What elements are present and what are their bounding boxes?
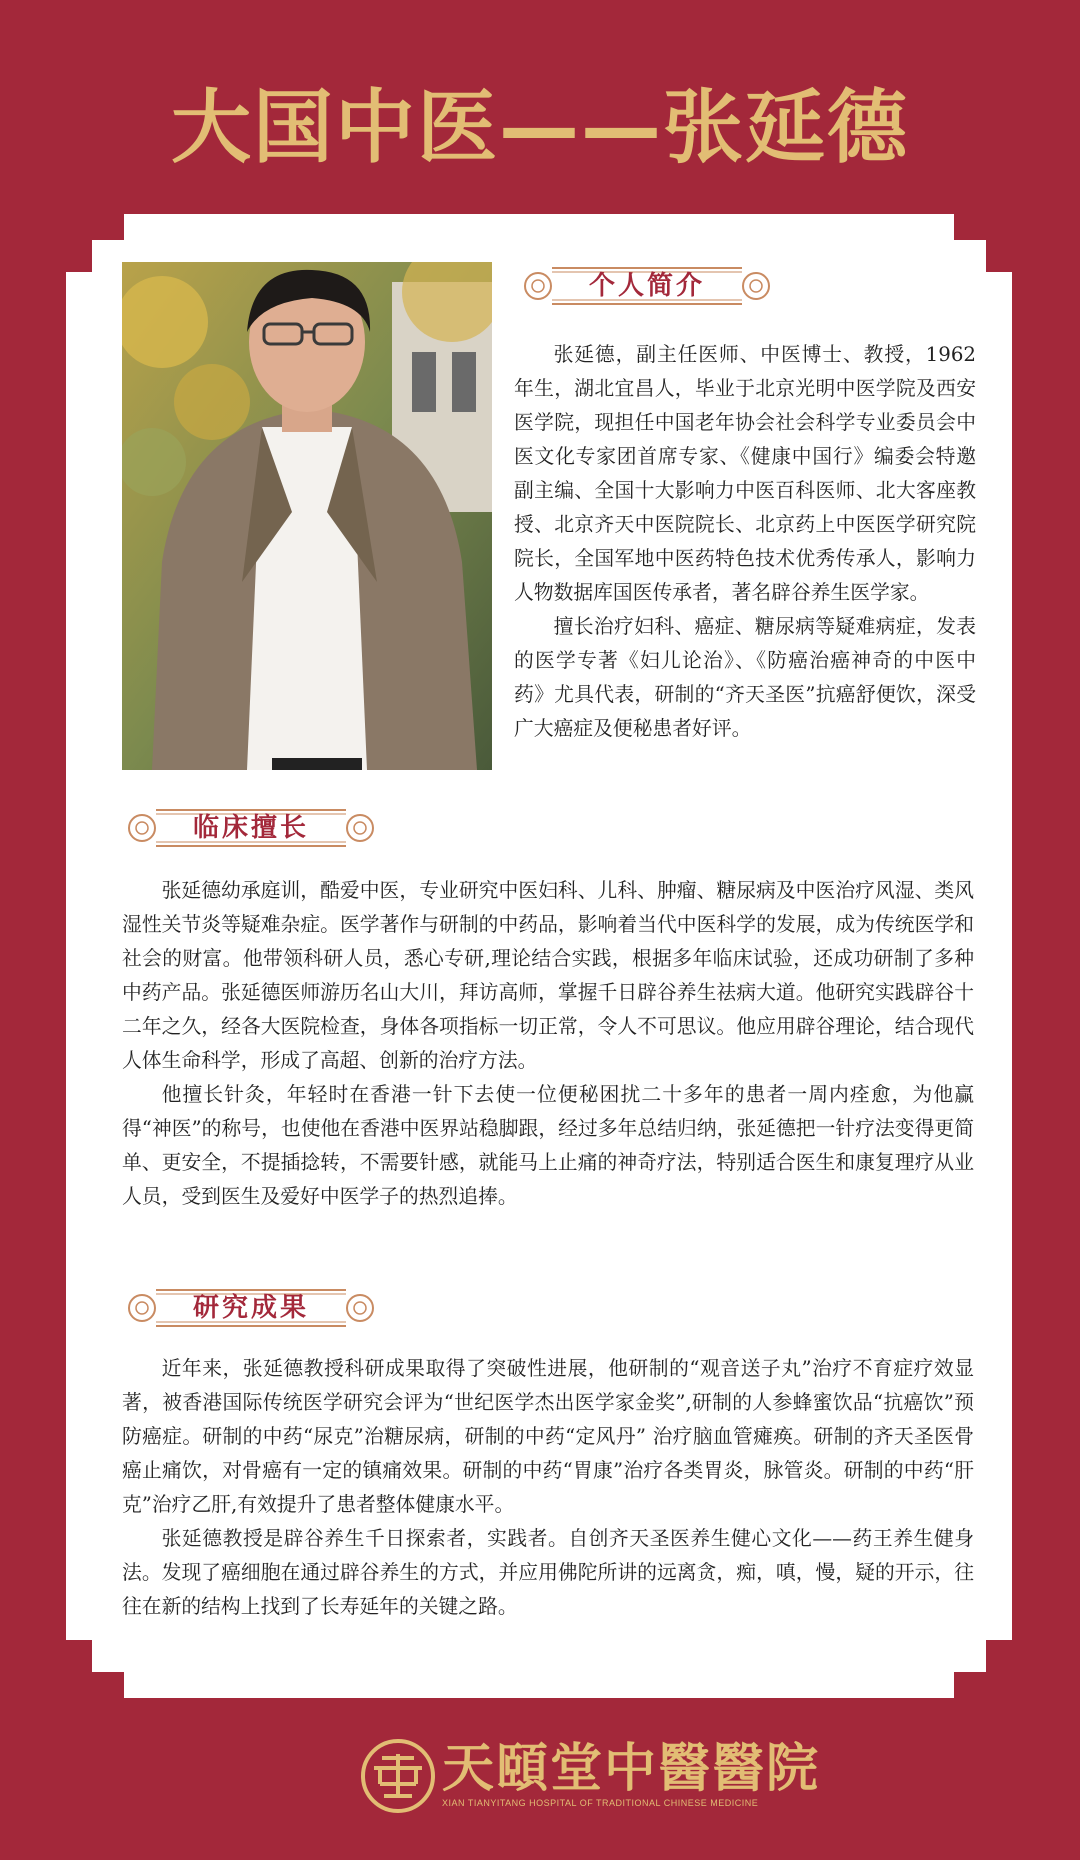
section-heading: 个人简介 — [588, 271, 705, 301]
paragraph: 张延德幼承庭训，酷爱中医，专业研究中医妇科、儿科、肿瘤、糖尿病及中医治疗风湿、类风湿性关节炎等疑难杂症。医学著作与研制的中药品，影响着当代中医科学的发展，成为传统医学和社会的财富。他带领科研人员，悉心专研,理论结合实践，根据多年临床试验，还成功研制了多种中药产品。张延德医师游历名山大川，拜访高师，掌握千日辟谷养生祛病大道。他研究实践辟谷十二年之久，经各大医院检查，身体各项指标一切正常，令人不可思议。他应用辟谷理论，结合现代人体生命科学，形成了高超、创新的治疗方法。 — [122, 879, 974, 1072]
paragraph: 他擅长针灸，年轻时在香港一针下去使一位便秘困扰二十多年的患者一周内痊愈，为他赢得“神医”的称号，也使他在香港中医界站稳脚跟，经过多年总结归纳，张延德把一针疗法变得更简单、更安全，不提插捻转，不需要针感，就能马上止痛的神奇疗法，特别适合医生和康复理疗从业人员，受到医生及爱好中医学子的热烈追捧。 — [122, 1083, 974, 1208]
portrait-photo — [122, 262, 492, 770]
page-title: 大国中医——张延德 — [171, 81, 909, 174]
profile-text — [514, 338, 976, 746]
section-header-profile — [518, 262, 776, 310]
section-header-research — [122, 1284, 380, 1332]
paragraph: 擅长治疗妇科、癌症、糖尿病等疑难病症，发表的医学专著《妇儿论治》、《防癌治癌神奇的中医中药》尤具代表，研制的“齐天圣医”抗癌舒便饮，深受广大癌症及便秘患者好评。 — [514, 615, 976, 740]
clinical-text — [122, 874, 974, 1214]
hospital-logo — [360, 1738, 821, 1814]
section-header-clinical — [122, 804, 380, 852]
section-heading: 研究成果 — [192, 1293, 309, 1323]
section-heading: 临床擅长 — [192, 813, 309, 843]
paragraph: 张延德，副主任医师、中医博士、教授，1962年生，湖北宜昌人，毕业于北京光明中医学院及西安医学院，现担任中国老年协会社会科学专业委员会中医文化专家团首席专家、《健康中国行》编委会特邀副主编、全国十大影响力中医百科医师、北大客座教授、北京齐天中医院院长、北京药上中医医学研究院院长，全国军地中医药特色技术优秀传承人，影响力人物数据库国医传承者，著名辟谷养生医学家。 — [514, 343, 976, 604]
logo-text: 天頤堂中醫醫院 — [442, 1738, 821, 1799]
paragraph: 张延德教授是辟谷养生千日探索者，实践者。自创齐天圣医养生健心文化——药王养生健身法。发现了癌细胞在通过辟谷养生的方式，并应用佛陀所讲的远离贪，痴，嗔，慢，疑的开示，往往在新的结构上找到了长寿延年的关键之路。 — [122, 1527, 974, 1618]
hospital-emblem-icon — [360, 1738, 436, 1814]
paragraph: 近年来，张延德教授科研成果取得了突破性进展，他研制的“观音送子丸”治疗不育症疗效显著，被香港国际传统医学研究会评为“世纪医学杰出医学家金奖”,研制的人参蜂蜜饮品“抗癌饮”预防癌症。研制的中药“尿克”治糖尿病，研制的中药“定风丹” 治疗脑血管瘫痪。研制的齐天圣医骨癌止痛饮，对骨癌有一定的镇痛效果。研制的中药“胃康”治疗各类胃炎，脉管炎。研制的中药“肝克”治疗乙肝,有效提升了患者整体健康水平。 — [122, 1357, 974, 1516]
logo-subtitle: XIAN TIANYITANG HOSPITAL OF TRADITIONAL CHINESE MEDICINE — [442, 1798, 759, 1808]
research-text — [122, 1352, 974, 1624]
